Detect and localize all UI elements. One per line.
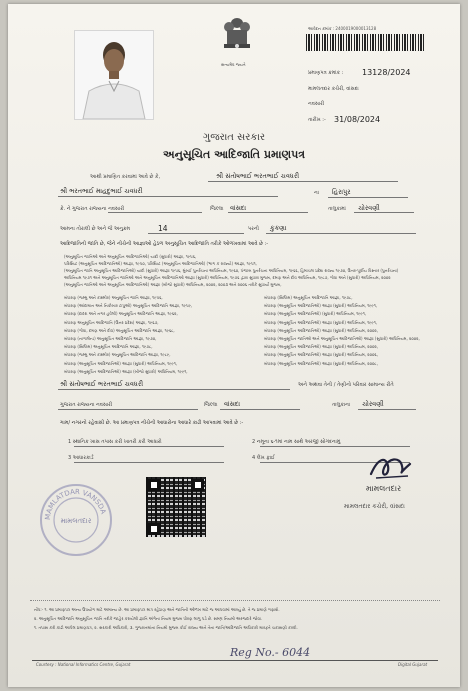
residence-taluka: ચોરવણી [362, 400, 384, 408]
order-right-item: બંધારણ (અનુસૂચિત આદિજાતિઓ) આજ્ઞા (સુધારો) અધિનિયમ, ૨૦૦૬, [264, 352, 378, 358]
basis-text: ગામ/ નગરનો રહેવાસી છે. આ પ્રમાણપત્ર નીચેની આધારોના આધારે કાઢી આપવામાં આવે છે :- [60, 420, 244, 426]
orders-left-list [64, 294, 250, 376]
taluka-label: તાલુકામાં [328, 206, 346, 212]
footer-note: નોંધ:- ૧. આ પ્રમાણપત્ર અન્ય ઉપયોગ માટે અમાન્ય છે. આ પ્રમાણપત્ર માત્ર રહેઠાણ અને જાતિની ઓળખ માટે જ આપવામાં આવ્યું છે. તે જ પ્રમાણે ગણાશે. [34, 607, 280, 612]
applicant-name: શ્રી સંતોષભાઈ ભરતભાઈ ચવધરી [216, 172, 300, 180]
order-right-item: બંધારણ (અનુસૂચિત આદિજાતિઓ) આજ્ઞા (સુધારો) અધિનિયમ, ૨૦૦૨, [264, 327, 379, 333]
order-right-item: બંધારણ (અનુસૂચિત આદિજાતિઓ) આજ્ઞા (સુધારો) અધિનિયમ, ૧૯૯૧, [264, 319, 378, 325]
footer-notes [34, 605, 438, 632]
residence-taluka-label: તાલુકાના [332, 402, 351, 408]
taluka-value: ચોરવણી [358, 204, 380, 212]
order-right-item: બંધારણ (અનુસૂચિત જાતિઓ અને અનુસૂચિત આદિજાતિઓ) આજ્ઞા (સુધારો) અધિનિયમ, ૨૦૦૨, [264, 336, 420, 342]
order-right-item: બંધારણ (અનુસૂચિત આદિજાતિઓ) આજ્ઞા (સુધારો) અધિનિયમ, ૨૦૦૨, [264, 344, 379, 350]
residence-state: ગુજરાત રાજ્યના નવસારી [60, 402, 113, 408]
state-label: ક્રે. ને ગુજરાત રાજ્યના નવસારી [60, 206, 125, 212]
national-emblem-icon [218, 14, 256, 60]
order-right-item: બંધારણ (અનુસૂચિત આદિજાતિઓ) (સુધારો) અધિનિયમ, ૧૯૯૧, [264, 311, 367, 317]
residence-district-label: જિલ્લા [204, 402, 218, 408]
date-label: તારીખ :- [308, 117, 326, 123]
intro-label: આથી પ્રમાણિત કરવામાં આવે છે કે, [90, 174, 161, 180]
order-left-item: બંધારણ (જમ્મુ અને કાશ્મીર) અનુસૂચિત આદિજાતિ આજ્ઞા, ૧૯૮૯, [64, 352, 171, 358]
order-line: (અનુસૂચિત જાતિ અનુસૂચિત આદિજાતિઓ) યાદી (સુધારો) આજ્ઞા ૧૯૫૬, મુંબઈ પુનર્રચના અધિનિયમ, ૧૯૬૦, પંજાબ પુનર્રચના અધિનિયમ, ૧૯૬૬, હિમાચલ પ્રદેશ રાજ્ય ૧૯૭૦, ઉત્તર-પૂર્વીય વિસ્તાર (પુનર્રચના) [64, 268, 399, 273]
order-line: અધિનિયમ ૧૯૭૧ અને અનુસૂચિત જાતિઓ અને અનુસૂચિત આદિજાતિઓ આજ્ઞા (સુધારો) અધિનિયમ, ૧૯૭૬ દ્વારા સુધારા મુજબ, દમણ અને દીવ અધિનિયમ, ૧૯૮૭, ગોવા અને (સુધારો) અધિનિયમ, ૨૦૦૨ [64, 275, 391, 280]
order-right-item: બંધારણ (અનુસૂચિત આદિજાતિઓ) આજ્ઞા (સુધારો) અધિનિયમ, ૧૯૯૧, [264, 303, 378, 309]
application-number: આવેદન ક્રમાંક : 2400019000013128 [308, 26, 377, 31]
order-left-item: બંધારણ (અનુસૂચિત આદિજાતિઓ) આજ્ઞા (સુધારો) અધિનિયમ, ૧૯૯૧, [64, 360, 178, 366]
header-district: નવસારી [308, 101, 325, 107]
order-left-item: બંધારણ (આંદામાન અને નિકોબાર ટાપુઓ) અનુસૂચિત આદિજાતિ આજ્ઞા, ૧૯૫૯, [64, 303, 193, 309]
cert-no-label: પ્રમાણપત્ર ક્રમાંક : [308, 70, 344, 76]
issuing-office: મામલતદાર કચેરી, વાંસદા [308, 86, 359, 92]
schedule-number: 14 [158, 224, 168, 233]
schedule-mid: પરની [248, 226, 259, 232]
order-right-item: બંધારણ (સિક્કિમ) અનુસૂચિત આદિજાતિ આજ્ઞા, ૧૯૭૮, [264, 295, 353, 300]
handwritten-reg-no: Reg No.- 6044 [230, 646, 311, 659]
footer-note: ૧. તપાસ કરી કાઢી આપેલ પ્રમાણપત્ર, ૨. સરકારી અધિકારી, ૩. ગુજરાતમાંના નિયમો મુજબ કોઈ રાજ્ય અને તેના જાતિ/આદિજાતિ અધિકારી મારફતે ચકાસણી કરવી. [34, 625, 298, 630]
basis-item: 4 લેખ ફાઈ [252, 455, 275, 461]
village-label: ના [314, 190, 319, 196]
government-title: ગુજરાત સરકાર [202, 132, 266, 143]
basis-item: 1 સ્થાનિક ખાસ તપાસ કરી ખાતરી કરી આધારો [68, 439, 162, 445]
basis-item: 2 નમૂના ૬-૧માં નામ સાથે અરજી સોગંદનામું [252, 439, 341, 445]
order-left-item: બંધારણ (સિક્કિમ) અનુસૂચિત આદિજાતિ આજ્ઞા, ૧૯૭૮, [64, 344, 153, 350]
order-line: (અનુસૂચિત જાતિઓ અને અનુસૂચિત આદિજાતિઓ) યાદી (સુધારો) આજ્ઞા, ૧૯૫૬, [64, 254, 197, 259]
office-seal [38, 482, 114, 558]
emblem-caption: સત્યમેવ જયતે [221, 62, 246, 67]
applicant-photo [74, 30, 154, 120]
order-left-item: બંધારણ (દાદરા અને નગર હવેલી) અનુસૂચિત આદિજાતિ આજ્ઞા, ૧૯૬૨, [64, 311, 178, 317]
document-title: અનુસૂચિત આદિજાતિ પ્રમાણપત્ર [162, 148, 306, 161]
cert-no: 13128/2024 [362, 68, 411, 77]
order-line: પરિશિષ્ટ (અનુસૂચિત આદિજાતિઓ) આજ્ઞા, ૧૯૫૦, પરિશિષ્ટ (અનુસૂચિત આદિજાતિઓ) (ભાગ ક રાજ્યો) આજ્ઞા, ૧૯૫૧, [64, 261, 257, 266]
orders-right-list [264, 294, 450, 368]
schedule-label: આમના તોરાલી છે અને જે અનુક્રમ [60, 226, 131, 232]
orders-full-list [64, 253, 446, 288]
village-name: હિરાપુર [332, 188, 351, 196]
person-photo-icon [75, 31, 153, 119]
father-name: શ્રી ભરતભાઈ માહદુભાઈ ચવધરી [60, 187, 143, 195]
seal-outer-text: MAMLATDAR VANSDA [43, 487, 108, 521]
seal-inner-text: મામલતદાર [60, 517, 92, 525]
residence-district: વાંસદા [224, 400, 241, 408]
basis-item: 3 આધારકાર્ડ [68, 455, 94, 461]
digital-gujarat-text: Digital Gujarat [398, 662, 428, 667]
tribe-name: કુકણા [270, 224, 287, 232]
signatory-office: મામલતદાર કચેરી, વાંસદા [344, 503, 405, 510]
signatory-title: મામલતદાર [366, 484, 402, 493]
courtesy-text: Courtesy : National Informatics Centre, Gujarat [36, 662, 131, 667]
qr-code [146, 477, 206, 537]
order-right-item: બંધારણ (અનુસૂચિત આદિજાતિઓ) આજ્ઞા (સુધારો) અધિનિયમ, ૨૦૦૮, [264, 360, 378, 366]
issue-date: 31/08/2024 [334, 115, 381, 124]
order-left-item: બંધારણ (ગોવા, દમણ અને દીવ) અનુસૂચિત આદિજાતિ આજ્ઞા, ૧૯૬૮, [64, 327, 175, 333]
residence-name: શ્રી સંતોષભાઈ ભરતભાઈ ચવધરી [60, 380, 144, 388]
signature-icon [366, 452, 416, 486]
district-value: વાંસદા [230, 204, 247, 212]
certificate-page [8, 4, 460, 687]
residence-tail: અને અથવા તેની / તેણીનો પરિવાર સામાન્ય રીતે [298, 382, 394, 388]
footer-note: ૨. અનુસૂચિત આદિજાતિ અનુસૂચિત જાતિ તરીકે જાહેર કરાયેલી જ્ઞાતિ અંગેના નિયમ મુજબ ધોરણ લાગુ પડે છે. સમગ્ર નિયમો અરજદારે જોવા. [34, 616, 263, 621]
district-label: જિલ્લા [210, 206, 224, 212]
barcode [306, 34, 424, 51]
order-left-item: બંધારણ (અનુસૂચિત આદિજાતિઓ) આજ્ઞા (બીજો સુધારો) અધિનિયમ, ૧૯૯૧, [64, 368, 188, 374]
recognition-text: આદિજાતિની જાતિ છે, જેને નીચેની આજ્ઞાઓ હેઠળ અનુસૂચિત આદિજાતિ તરીકે ઓળખવામાં આવે છે :- [60, 241, 269, 247]
order-left-item: બંધારણ અનુસૂચિત આદિજાતિ (ઉત્તર પ્રદેશ) આજ્ઞા, ૧૯૬૭, [64, 319, 159, 325]
order-line: (અનુસૂચિત જાતિઓ અને અનુસૂચિત આદિજાતિઓ) આજ્ઞા (બીજો સુધારો) અધિનિયમ, ૨૦૦૨, ૨૦૦૩ અને ૨૦૦૬ તરીકે સુધાર્યા મુજબ, [64, 282, 282, 287]
order-left-item: બંધારણ (જમ્મુ અને કાશ્મીર) અનુસૂચિત જાતિ આજ્ઞા, ૧૯૫૬, [64, 295, 163, 300]
order-left-item: બંધારણ (નાગાલેન્ડ) અનુસૂચિત આદિજાતિ આજ્ઞા, ૧૯૭૦, [64, 336, 157, 342]
